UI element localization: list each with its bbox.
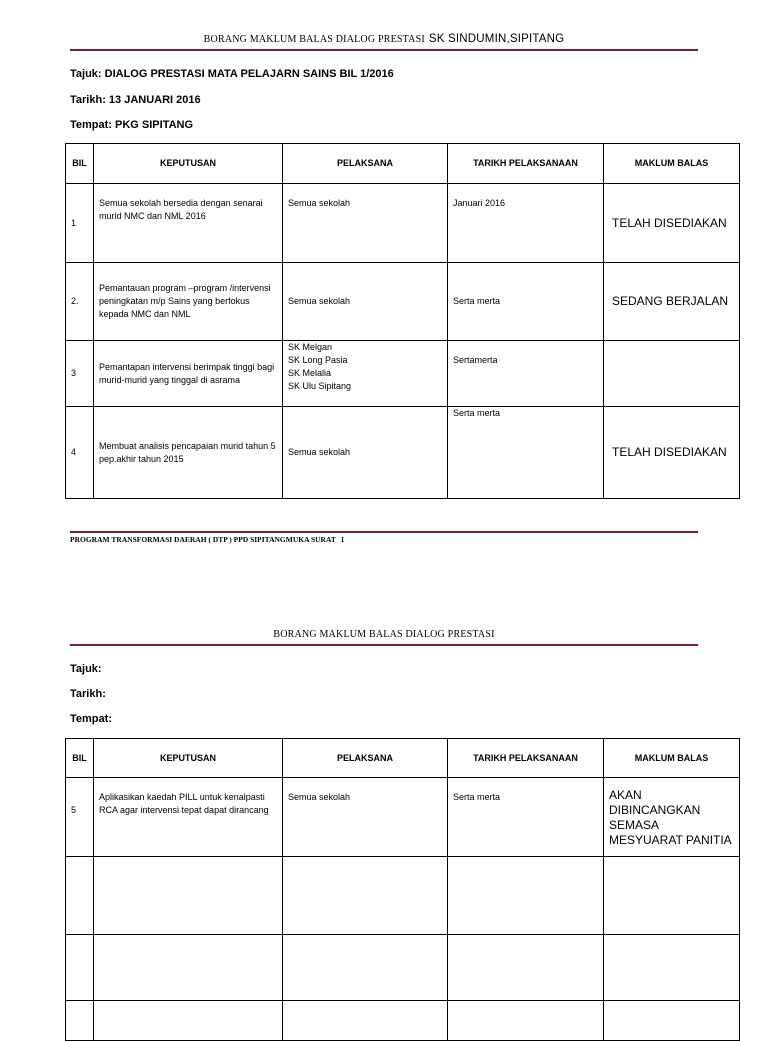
table-row [66, 857, 740, 935]
cell-maklum-balas: SEDANG BERJALAN [604, 263, 740, 341]
table-header-row [66, 739, 740, 778]
header-title: BORANG MAKLUM BALAS DIALOG PRESTASI [273, 629, 495, 640]
cell-keputusan: Pemantauan program –program /intervensi peningkatan m/p Sains yang berfokus kepada NMC dan NML [94, 263, 283, 341]
col-header-keputusan: KEPUTUSAN [94, 144, 283, 184]
cell-tarikh: Serta merta [448, 263, 604, 341]
cell-bil: 4 [66, 407, 94, 499]
col-header-pelaksana: PELAKSANA [283, 144, 448, 184]
header-rule [70, 49, 698, 51]
cell-tarikh: Serta merta [448, 778, 604, 857]
cell-tarikh [448, 1001, 604, 1041]
cell-keputusan: Membuat analisis pencapaian murid tahun 5 pep.akhir tahun 2015 [94, 407, 283, 499]
col-header-maklum-balas: MAKLUM BALAS [604, 144, 740, 184]
cell-tarikh [448, 857, 604, 935]
cell-pelaksana: Semua sekolah [283, 778, 448, 857]
cell-bil: 1 [66, 184, 94, 263]
cell-maklum-balas [604, 935, 740, 1001]
cell-pelaksana: Semua sekolah [283, 407, 448, 499]
col-header-bil: BIL [66, 739, 94, 778]
col-header-pelaksana: PELAKSANA [283, 739, 448, 778]
cell-pelaksana [283, 935, 448, 1001]
meta-tajuk: Tajuk: DIALOG PRESTASI MATA PELAJARN SAINS BIL 1/2016 [70, 68, 394, 80]
header-rule [70, 644, 698, 646]
cell-bil: 2. [66, 263, 94, 341]
feedback-table [65, 143, 740, 499]
cell-pelaksana: Semua sekolah [283, 263, 448, 341]
cell-pelaksana: Semua sekolah [283, 184, 448, 263]
table-row [66, 1001, 740, 1041]
cell-tarikh [448, 935, 604, 1001]
pelaksana-line: SK Long Pasia [288, 355, 348, 365]
cell-keputusan: Aplikasikan kaedah PILL untuk kenalpasti RCA agar intervensi tepat dapat dirancang [94, 778, 283, 857]
cell-pelaksana [283, 857, 448, 935]
cell-keputusan [94, 857, 283, 935]
page-header [70, 629, 698, 649]
table-row [66, 263, 740, 341]
cell-bil [66, 935, 94, 1001]
col-header-tarikh: TARIKH PELAKSANAAN [448, 144, 604, 184]
table-row [66, 407, 740, 499]
table-row [66, 341, 740, 407]
page-footer [70, 535, 344, 544]
cell-pelaksana [283, 341, 448, 407]
meta-tempat: Tempat: [70, 713, 112, 725]
footer-rule [70, 531, 698, 533]
cell-bil [66, 1001, 94, 1041]
meta-tempat: Tempat: PKG SIPITANG [70, 119, 194, 131]
cell-bil: 5 [66, 778, 94, 857]
meta-tajuk: Tajuk: [70, 663, 102, 675]
cell-maklum-balas: AKAN DIBINCANGKAN SEMASA MESYUARAT PANITIA [604, 778, 740, 857]
cell-keputusan [94, 935, 283, 1001]
table-header-row [66, 144, 740, 184]
cell-keputusan: Pemantapan intervensi berimpak tinggi bagi murid-murid yang tinggal di asrama [94, 341, 283, 407]
pelaksana-line: SK Melalia [288, 368, 332, 378]
footer-text: PROGRAM TRANSFORMASI DAERAH ( DTP ) PPD SIPITANGMUKA SURAT [70, 535, 336, 544]
col-header-bil: BIL [66, 144, 94, 184]
meta-tarikh: Tarikh: [70, 688, 106, 700]
cell-keputusan [94, 1001, 283, 1041]
cell-tarikh: Januari 2016 [448, 184, 604, 263]
pelaksana-line: SK Ulu Sipitang [288, 381, 352, 391]
col-header-keputusan: KEPUTUSAN [94, 739, 283, 778]
cell-pelaksana [283, 1001, 448, 1041]
cell-maklum-balas: TELAH DISEDIAKAN [604, 184, 740, 263]
table-row [66, 184, 740, 263]
table-row [66, 778, 740, 857]
cell-maklum-balas [604, 1001, 740, 1041]
header-title: BORANG MAKLUM BALAS DIALOG PRESTASI [203, 34, 425, 45]
cell-maklum-balas [604, 341, 740, 407]
cell-maklum-balas: TELAH DISEDIAKAN [604, 407, 740, 499]
feedback-table [65, 738, 740, 1041]
cell-maklum-balas [604, 857, 740, 935]
table-row [66, 935, 740, 1001]
col-header-maklum-balas: MAKLUM BALAS [604, 739, 740, 778]
header-school: SK SINDUMIN,SIPITANG [428, 33, 565, 45]
page-number: 1 [340, 535, 345, 544]
cell-tarikh: Sertamerta [448, 341, 604, 407]
pelaksana-line: SK Melgan [288, 342, 333, 352]
cell-bil: 3 [66, 341, 94, 407]
cell-bil [66, 857, 94, 935]
col-header-tarikh: TARIKH PELAKSANAAN [448, 739, 604, 778]
cell-keputusan: Semua sekolah bersedia dengan senarai murid NMC dan NML 2016 [94, 184, 283, 263]
cell-tarikh: Serta merta [448, 407, 604, 499]
meta-tarikh: Tarikh: 13 JANUARI 2016 [70, 94, 201, 106]
